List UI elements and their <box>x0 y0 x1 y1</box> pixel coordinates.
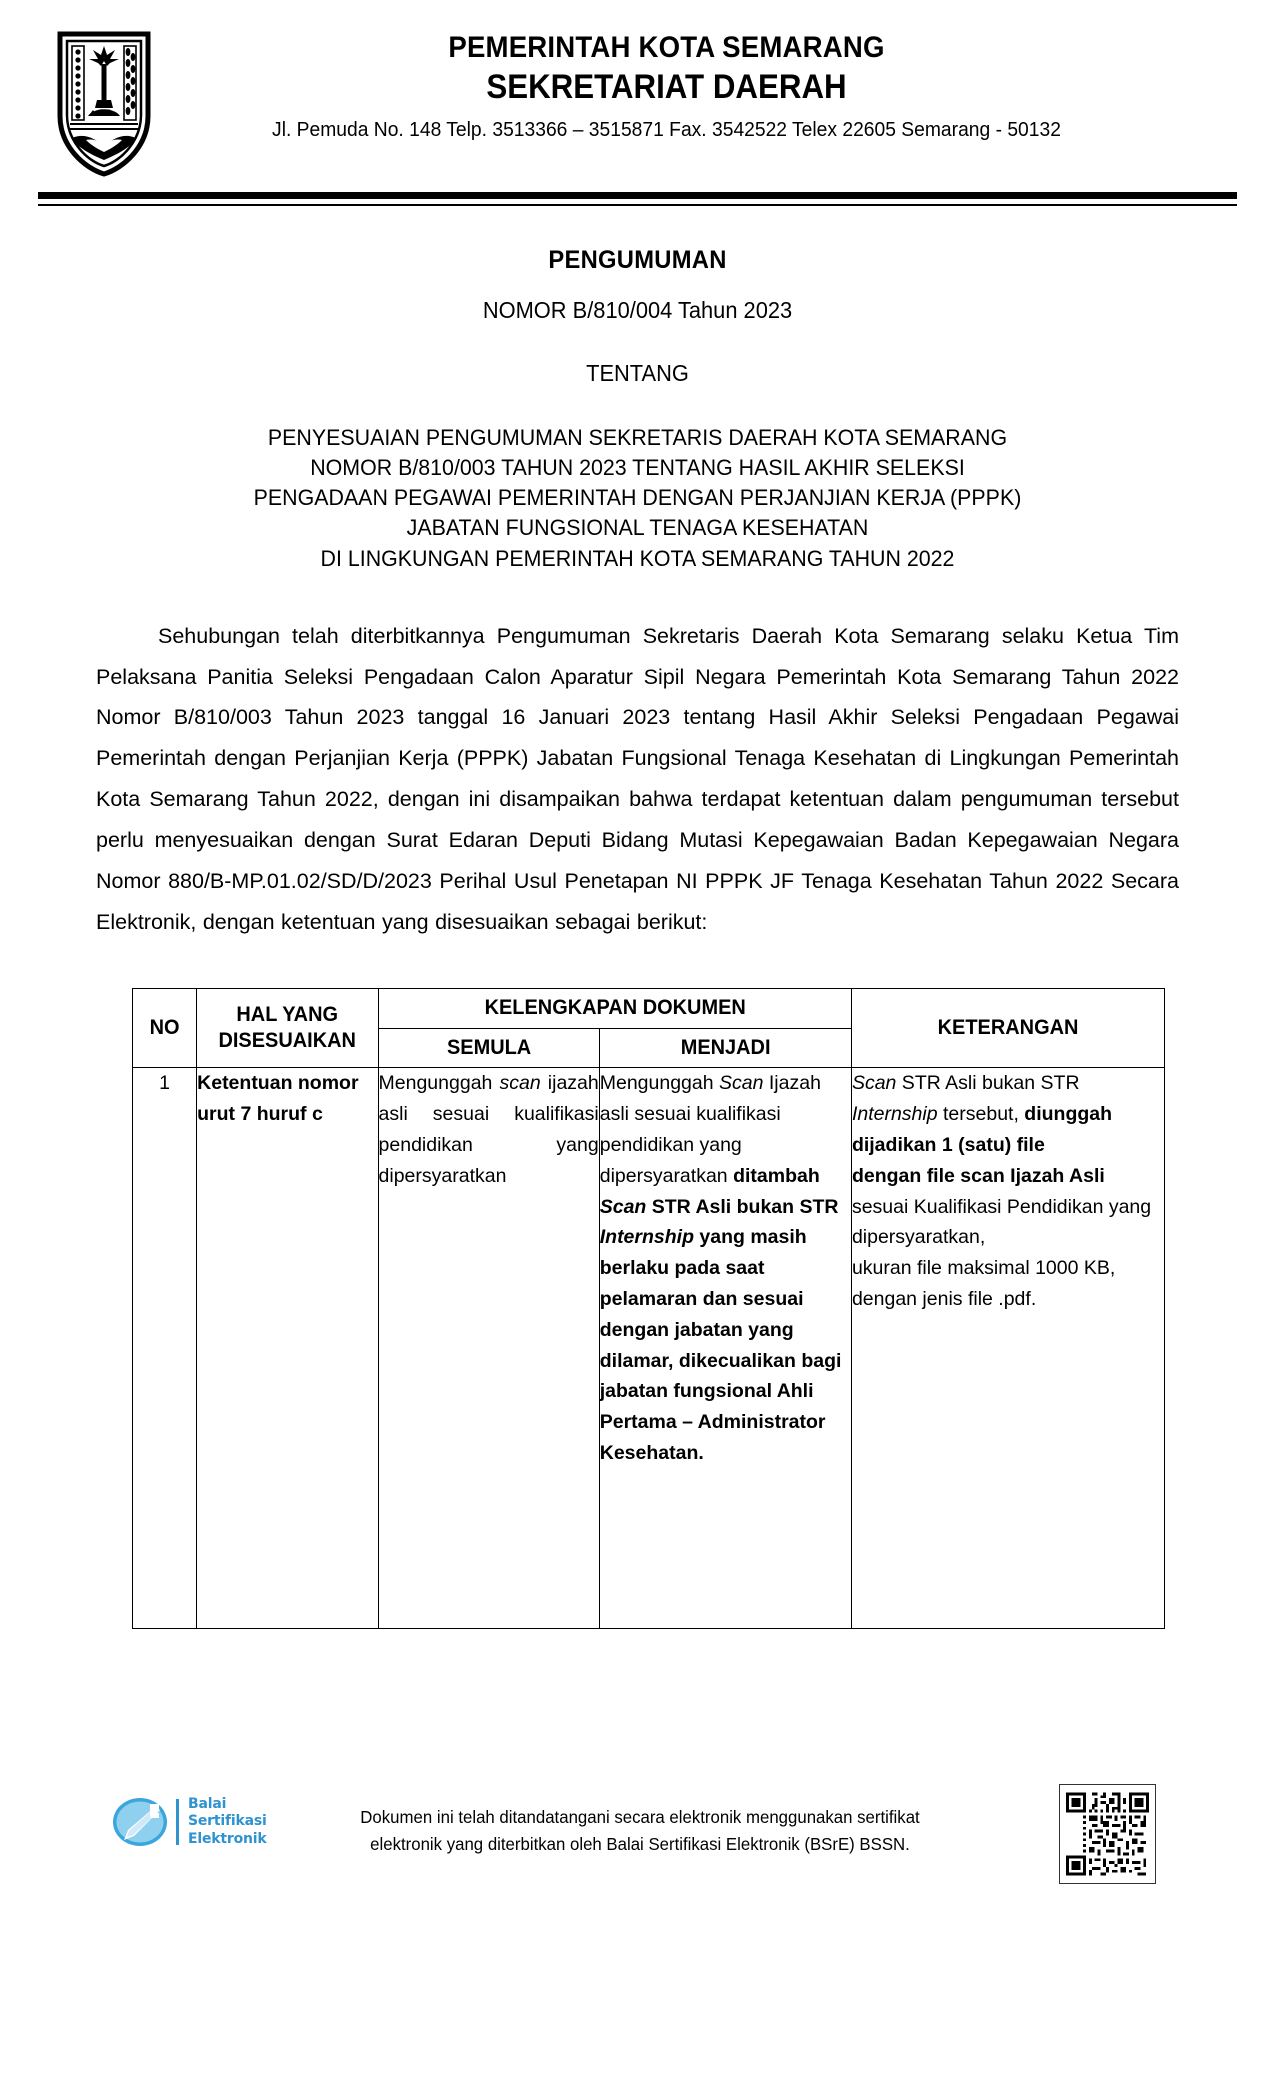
esign-line-2: elektronik yang diterbitkan oleh Balai Sertifikasi Elektronik (BSrE) BSSN. <box>370 1833 910 1854</box>
semarang-coat-of-arms-icon <box>50 28 158 178</box>
letterhead-divider <box>38 192 1237 206</box>
th-hal-yang-disesuaikan: HAL YANG DISESUAIKAN <box>197 989 378 1068</box>
bsre-logo-icon <box>112 1796 168 1848</box>
subject-line: PENGADAAN PEGAWAI PEMERINTAH DENGAN PERJANJIAN KERJA (PPPK) <box>253 485 1022 511</box>
bsre-word-balai: Balai <box>188 1796 227 1813</box>
letterhead-text <box>158 22 1235 144</box>
bsre-logo-wordmark <box>188 1796 267 1847</box>
govt-name: PEMERINTAH KOTA SEMARANG <box>448 31 885 64</box>
esign-statement <box>314 1804 967 1857</box>
divider-thick-rule <box>38 192 1237 199</box>
subject-line: JABATAN FUNGSIONAL TENAGA KESEHATAN <box>406 515 869 541</box>
th-keterangan: KETERANGAN <box>851 989 1164 1068</box>
qr-code-icon[interactable] <box>1059 1784 1156 1884</box>
bsre-logo-divider <box>176 1799 179 1845</box>
document-number: NOMOR B/810/004 Tahun 2023 <box>482 297 793 323</box>
cell-menjadi: Mengunggah Scan Ijazah asli sesuai kualifikasi pendidikan yang dipersyaratkan ditambah Scan STR Asli bukan STR Internship yang masih berlaku pada saat pelamaran dan sesuai dengan jabatan yang dilamar, dikecualikan bagi jabatan fungsional Ahli Pertama – Administrator Kesehatan. <box>599 1068 851 1629</box>
letterhead <box>0 0 1275 178</box>
tentang-label: TENTANG <box>586 360 689 386</box>
bsre-word-sertifikasi: Sertifikasi <box>188 1813 267 1830</box>
table-row <box>133 1068 1165 1629</box>
office-address: Jl. Pemuda No. 148 Telp. 3513366 – 3515871 Fax. 3542522 Telex 22605 Semarang - 50132 <box>272 118 1061 142</box>
th-menjadi: MENJADI <box>599 1028 851 1067</box>
bsre-word-elektronik: Elektronik <box>188 1830 267 1847</box>
table-header-row <box>133 989 1165 1028</box>
th-semula: SEMULA <box>378 1028 599 1067</box>
cell-keterangan: Scan STR Asli bukan STR Internship tersebut, diunggah dijadikan 1 (satu) file dengan file scan Ijazah Asli sesuai Kualifikasi Pendidikan yang dipersyaratkan, ukuran file maksimal 1000 KB, dengan jenis file .pdf. <box>851 1068 1164 1629</box>
th-kelengkapan-dokumen: KELENGKAPAN DOKUMEN <box>378 989 851 1028</box>
th-no: NO <box>133 989 197 1068</box>
page-title: PENGUMUMAN <box>548 246 727 274</box>
title-block <box>0 246 1275 574</box>
esign-line-1: Dokumen ini telah ditandatangani secara elektronik menggunakan sertifikat <box>360 1807 920 1827</box>
office-name: SEKRETARIAT DAERAH <box>486 68 847 107</box>
bsre-logo <box>112 1796 267 1848</box>
electronic-signature-footer <box>0 1778 1275 1918</box>
divider-thin-rule <box>38 204 1237 206</box>
subject-line: NOMOR B/810/003 TAHUN 2023 TENTANG HASIL AKHIR SELEKSI <box>310 455 965 481</box>
cell-semula: Mengunggah scan ijazah asli sesuai kualifikasi pendidikan yang dipersyaratkan <box>378 1068 599 1629</box>
subject-line: DI LINGKUNGAN PEMERINTAH KOTA SEMARANG TAHUN 2022 <box>320 545 955 571</box>
subject-line: PENYESUAIAN PENGUMUMAN SEKRETARIS DAERAH KOTA SEMARANG <box>267 425 1008 450</box>
body-paragraph: Sehubungan telah diterbitkannya Pengumuman Sekretaris Daerah Kota Semarang selaku Ketua Tim Pelaksana Panitia Seleksi Pengadaan Calon Aparatur Sipil Negara Pemerintah Kota Semarang Tahun 2022 Nomor B/810/003 Tahun 2023 tanggal 16 Januari 2023 tentang Hasil Akhir Seleksi Pengadaan Pegawai Pemerintah dengan Perjanjian Kerja (PPPK) Jabatan Fungsional Tenaga Kesehatan di Lingkungan Pemerintah Kota Semarang Tahun 2022, dengan ini disampaikan bahwa terdapat ketentuan dalam pengumuman tersebut perlu menyesuaikan dengan Surat Edaran Deputi Bidang Mutasi Kepegawaian Badan Kepegawaian Negara Nomor 880/B-MP.01.02/SD/D/2023 Perihal Usul Penetapan NI PPPK JF Tenaga Kesehatan Tahun 2022 Secara Elektronik, dengan ketentuan yang disesuaikan sebagai berikut: <box>96 623 1179 934</box>
document-subject <box>32 423 1243 574</box>
adjustment-table-wrapper <box>0 988 1275 1629</box>
cell-no: 1 <box>133 1068 197 1629</box>
cell-hal-yang-disesuaikan: Ketentuan nomor urut 7 huruf c <box>197 1068 378 1629</box>
adjustment-table <box>132 988 1165 1629</box>
